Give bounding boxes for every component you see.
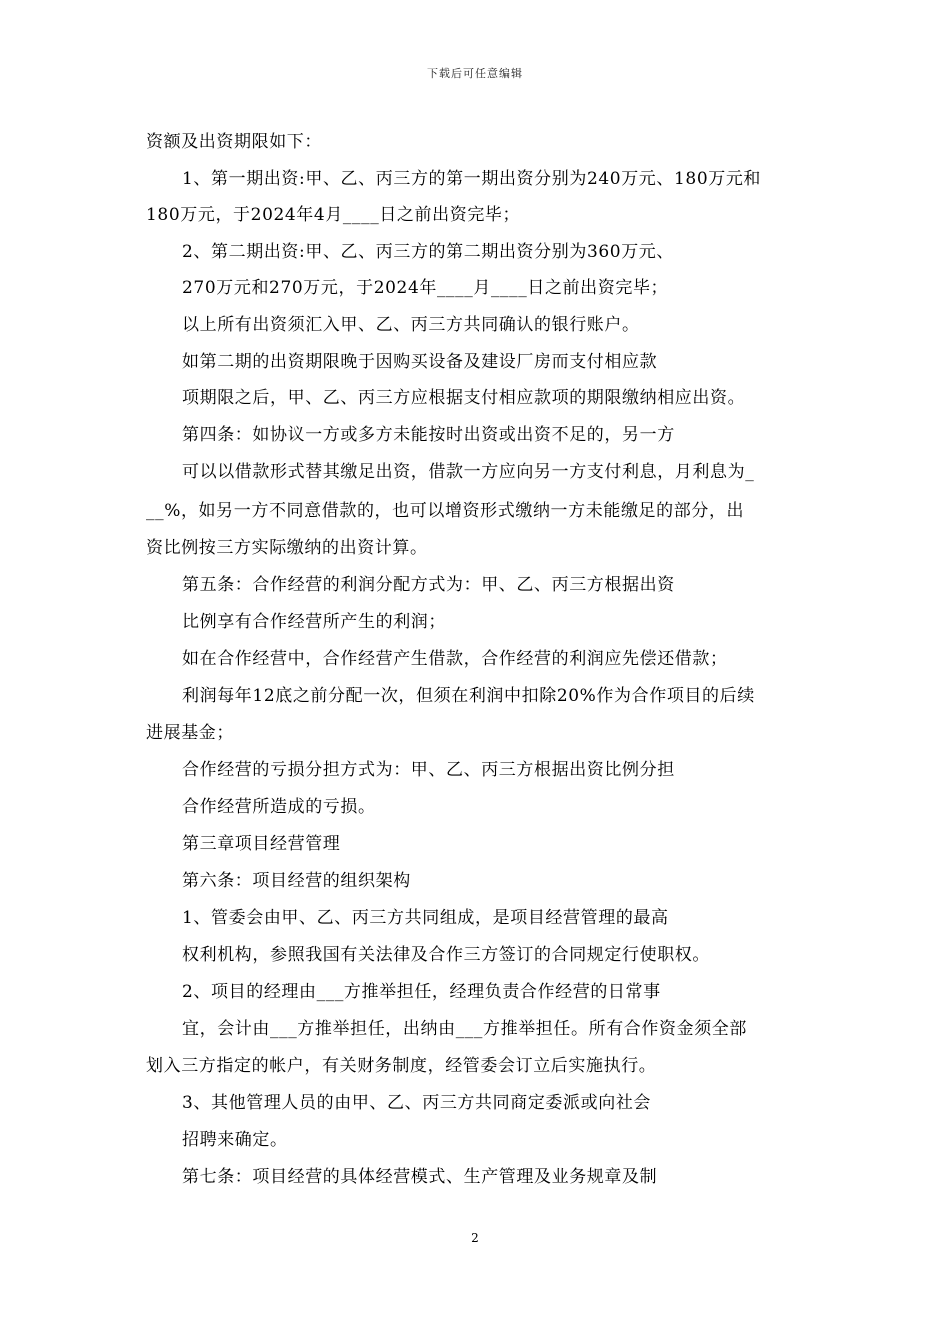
text-line: 第六条：项目经营的组织架构 <box>182 871 411 891</box>
text-line: 划入三方指定的帐户，有关财务制度，经管委会订立后实施执行。 <box>146 1056 657 1076</box>
text-line: 第五条：合作经营的利润分配方式为：甲、乙、丙三方根据出资 <box>182 575 675 595</box>
text-line: 2、项目的经理由___方推举担任，经理负责合作经营的日常事 <box>182 982 661 1002</box>
text-line: 1、第一期出资:甲、乙、丙三方的第一期出资分别为240万元、180万元和 <box>182 169 762 189</box>
text-line: 1、管委会由甲、乙、丙三方共同组成，是项目经营管理的最高 <box>182 908 669 928</box>
text-line: 项期限之后，甲、乙、丙三方应根据支付相应款项的期限缴纳相应出资。 <box>182 388 746 408</box>
text-line: 招聘来确定。 <box>182 1130 288 1150</box>
text-line: 180万元，于2024年4月____日之前出资完毕； <box>146 205 521 225</box>
page-number: 2 <box>471 1231 479 1245</box>
text-line: 比例享有合作经营所产生的利润； <box>182 612 446 632</box>
text-line: 利润每年12底之前分配一次，但须在利润中扣除20%作为合作项目的后续 <box>182 686 755 706</box>
text-line: 合作经营的亏损分担方式为：甲、乙、丙三方根据出资比例分担 <box>182 760 675 780</box>
text-line: 权利机构，参照我国有关法律及合作三方签订的合同规定行使职权。 <box>182 945 710 965</box>
text-line: 资比例按三方实际缴纳的出资计算。 <box>146 538 428 558</box>
text-line: 如在合作经营中，合作经营产生借款，合作经营的利润应先偿还借款； <box>182 649 728 669</box>
page-header: 下载后可任意编辑 <box>427 67 523 80</box>
text-line: 可以以借款形式替其缴足出资，借款一方应向另一方支付利息，月利息为_ <box>182 462 755 482</box>
text-line: 3、其他管理人员的由甲、乙、丙三方共同商定委派或向社会 <box>182 1093 652 1113</box>
text-line: __%，如另一方不同意借款的，也可以增资形式缴纳一方未能缴足的部分，出 <box>146 501 745 521</box>
text-line: 合作经营所造成的亏损。 <box>182 797 376 817</box>
text-line: 以上所有出资须汇入甲、乙、丙三方共同确认的银行账户。 <box>182 315 640 335</box>
text-line: 资额及出资期限如下： <box>146 132 322 152</box>
section-heading: 第三章项目经营管理 <box>182 834 341 854</box>
text-line: 宜，会计由___方推举担任，出纳由___方推举担任。所有合作资金须全部 <box>182 1019 747 1039</box>
text-line: 第七条：项目经营的具体经营模式、生产管理及业务规章及制 <box>182 1167 658 1187</box>
text-line: 270万元和270万元，于2024年____月____日之前出资完毕； <box>182 278 669 298</box>
text-line: 进展基金； <box>146 723 234 743</box>
text-line: 如第二期的出资期限晚于因购买设备及建设厂房而支付相应款 <box>182 352 658 372</box>
text-line: 第四条：如协议一方或多方未能按时出资或出资不足的，另一方 <box>182 425 675 445</box>
text-line: 2、第二期出资:甲、乙、丙三方的第二期出资分别为360万元、 <box>182 242 674 262</box>
